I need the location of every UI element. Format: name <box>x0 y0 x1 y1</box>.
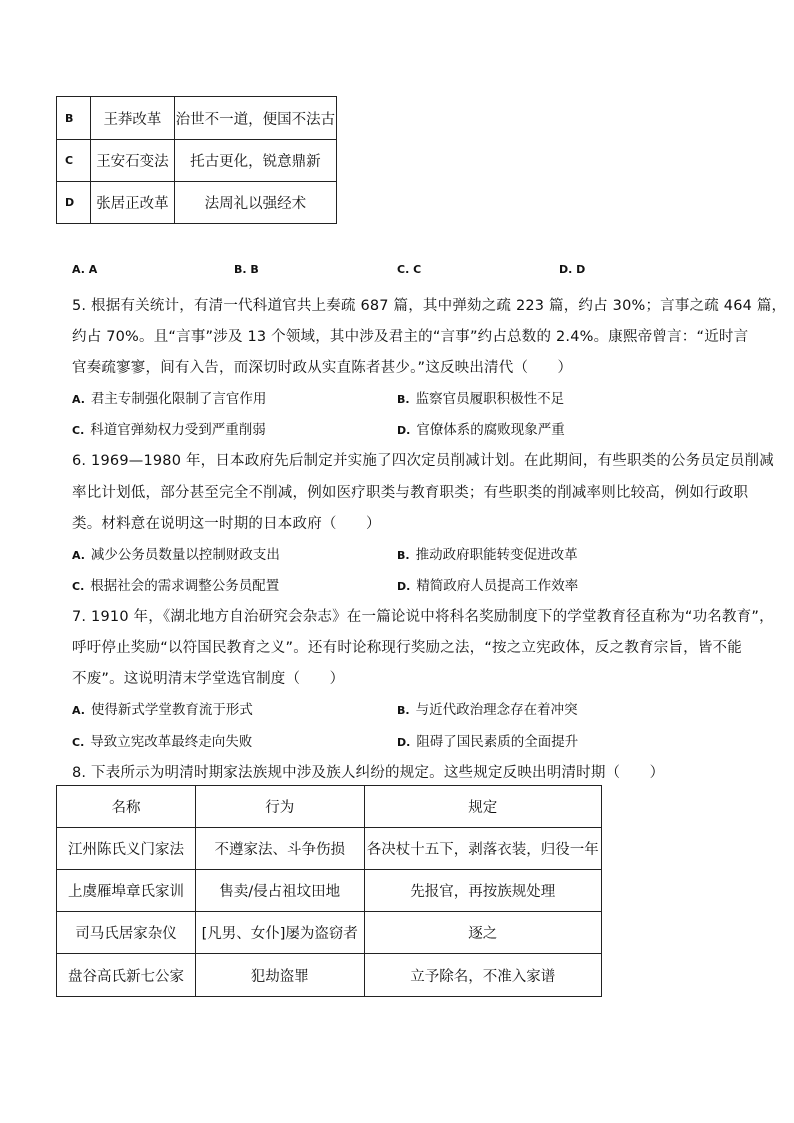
table-row <box>57 97 337 140</box>
q7-stem-line-2: 呼吁停止奖励“以符国民教育之义”。还有时论称现行奖励之法，“按之立宪政体，反之教育宗旨，皆不能 <box>72 640 742 656</box>
cell-rule: 先报官，再按族规处理 <box>364 870 601 912</box>
cell-name: 司马氏居家杂仪 <box>57 912 196 954</box>
header-name: 名称 <box>57 786 196 828</box>
reform-idea: 治世不一道，便国不法古 <box>174 97 336 140</box>
reform-name: 王莽改革 <box>91 97 175 140</box>
reform-idea: 法周礼以强经术 <box>174 182 336 224</box>
q6-stem-line-1: 6. 1969—1980 年，日本政府先后制定并实施了四次定员削减计划。在此期间，有些职类的公务员定员削减 <box>72 453 774 469</box>
reform-table <box>56 96 337 224</box>
q5-stem-line-3: 官奏疏寥寥，间有入告，而深切时政从实直陈者甚少。”这反映出清代（ ） <box>72 360 573 376</box>
table-row <box>57 182 337 224</box>
cell-rule: 逐之 <box>364 912 601 954</box>
cell-rule: 立予除名，不准入家谱 <box>364 954 601 997</box>
q6-stem-line-2: 率比计划低，部分甚至完全不削减，例如医疗职类与教育职类；有些职类的削减率则比较高，例如行政职 <box>72 485 749 501</box>
q7-stem-line-3: 不废”。这说明清末学堂选官制度（ ） <box>72 671 345 687</box>
table-row <box>57 140 337 182</box>
q5-option-a: A. 君主专制强化限制了言官作用 <box>72 391 267 407</box>
reform-idea: 托古更化，锐意鼎新 <box>174 140 336 182</box>
cell-behavior: 售卖/侵占祖坟田地 <box>195 870 364 912</box>
row-letter: C <box>57 140 91 182</box>
q4-option-a: A. A <box>72 263 98 276</box>
q7-option-a: A. 使得新式学堂教育流于形式 <box>72 702 253 718</box>
cell-rule: 各决杖十五下，剥落衣装，归役一年 <box>364 828 601 870</box>
q6-option-a: A. 减少公务员数量以控制财政支出 <box>72 547 280 563</box>
row-letter: D <box>57 182 91 224</box>
family-rules-table <box>56 785 602 997</box>
q6-option-c: C. 根据社会的需求调整公务员配置 <box>72 578 280 594</box>
reform-name: 王安石变法 <box>91 140 175 182</box>
row-letter: B <box>57 97 91 140</box>
q8-stem: 8. 下表所示为明清时期家法族规中涉及族人纠纷的规定。这些规定反映出明清时期（ ） <box>72 765 665 781</box>
q4-option-b: B. B <box>234 263 259 276</box>
cell-behavior: 不遵家法、斗争伤损 <box>195 828 364 870</box>
q7-option-c: C. 导致立宪改革最终走向失败 <box>72 734 253 750</box>
q7-option-b: B. 与近代政治理念存在着冲突 <box>397 702 578 718</box>
q4-option-d: D. D <box>559 263 586 276</box>
reform-name: 张居正改革 <box>91 182 175 224</box>
q5-option-d: D. 官僚体系的腐败现象严重 <box>397 422 565 438</box>
cell-name: 盘谷高氏新七公家 <box>57 954 196 997</box>
q5-stem-line-2: 约占 70%。且“言事”涉及 13 个领域，其中涉及君主的“言事”约占总数的 2.4%。康熙帝曾言：“近时言 <box>72 329 749 345</box>
table-header-row <box>57 786 602 828</box>
table-row <box>57 828 602 870</box>
q5-option-b: B. 监察官员履职积极性不足 <box>397 391 565 407</box>
header-behavior: 行为 <box>195 786 364 828</box>
q5-option-c: C. 科道官弹劾权力受到严重削弱 <box>72 422 266 438</box>
q6-option-d: D. 精简政府人员提高工作效率 <box>397 578 579 594</box>
table-row <box>57 870 602 912</box>
cell-name: 江州陈氏义门家法 <box>57 828 196 870</box>
q7-option-d: D. 阻碍了国民素质的全面提升 <box>397 734 579 750</box>
cell-behavior: 犯劫盗罪 <box>195 954 364 997</box>
cell-name: 上虞雁埠章氏家训 <box>57 870 196 912</box>
q5-stem-line-1: 5. 根据有关统计，有清一代科道官共上奏疏 687 篇，其中弹劾之疏 223 篇，约占 30%；言事之疏 464 篇， <box>72 298 787 314</box>
q7-stem-line-1: 7. 1910 年，《湖北地方自治研究会杂志》在一篇论说中将科名奖励制度下的学堂教育径直称为“功名教育”， <box>72 609 774 625</box>
q6-stem-line-3: 类。材料意在说明这一时期的日本政府（ ） <box>72 516 381 532</box>
header-rule: 规定 <box>364 786 601 828</box>
table-row <box>57 954 602 997</box>
table-row <box>57 912 602 954</box>
q6-option-b: B. 推动政府职能转变促进改革 <box>397 547 578 563</box>
q4-option-c: C. C <box>397 263 422 276</box>
cell-behavior: [凡男、女仆]屡为盗窃者 <box>195 912 364 954</box>
